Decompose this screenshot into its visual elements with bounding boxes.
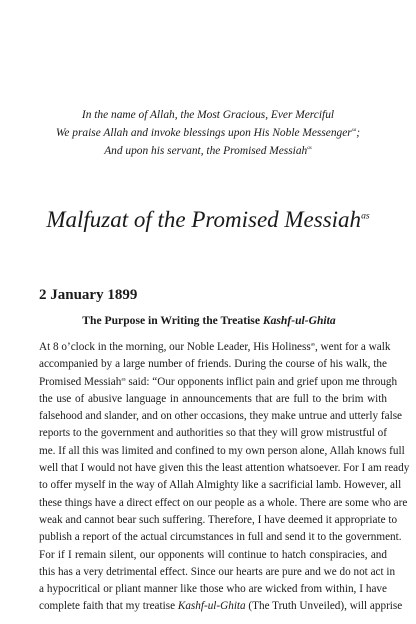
honorific-sup: as bbox=[121, 376, 126, 382]
honorific-sup: sa bbox=[351, 127, 357, 134]
invocation-line-2-end: ; bbox=[356, 127, 361, 139]
body-line: this has a very detrimental effect. Since our hearts are pure and we do not act in bbox=[39, 565, 396, 578]
body-line: accompanied by a large number of friends. During the course of his walk, the bbox=[39, 358, 387, 371]
invocation-line-3 bbox=[40, 142, 376, 160]
entry-date: 2 January 1899 bbox=[39, 287, 138, 303]
honorific-sup: as bbox=[307, 145, 312, 152]
book-title-text: Malfuzat of the Promised Messiah bbox=[46, 207, 362, 232]
body-line bbox=[39, 598, 403, 615]
body-text-run: complete faith that my treatise bbox=[39, 600, 178, 613]
honorific-sup: as bbox=[310, 342, 315, 348]
invocation-line-3-text: And upon his servant, the Promised Messiah bbox=[104, 145, 308, 157]
body-line bbox=[39, 374, 398, 391]
invocation-line-1: In the name of Allah, the Most Gracious, Ever Merciful bbox=[81, 109, 335, 121]
book-title bbox=[20, 205, 396, 235]
body-text-run: (The Truth Unveiled), will apprise bbox=[245, 600, 403, 613]
section-heading bbox=[39, 313, 379, 329]
invocation bbox=[40, 106, 376, 160]
invocation-line-2-text: We praise Allah and invoke blessings upon His Noble Messenger bbox=[55, 127, 352, 139]
body-text-run: At 8 o’clock in the morning, our Noble Leader, His Holiness bbox=[39, 341, 311, 353]
body-text-run: Promised Messiah bbox=[39, 375, 122, 388]
body-line: me. If all this was limited and confined to my own person alone, Allah knows full bbox=[39, 444, 405, 457]
body-line: the use of abusive language in announcements that are full to the brim with bbox=[39, 392, 387, 405]
body-text bbox=[39, 339, 410, 616]
body-line: these things have a direct effect on our people as a whole. There are some who are bbox=[39, 496, 408, 509]
body-line: publish a report of the actual circumstances in full and send it to the government. bbox=[39, 531, 402, 544]
body-line bbox=[39, 339, 391, 356]
section-heading-italic: Kashf-ul-Ghita bbox=[262, 314, 336, 327]
invocation-line-2 bbox=[40, 124, 376, 142]
body-line: falsehood and slander, and on other occasions, they make untrue and utterly false bbox=[39, 410, 403, 423]
body-line: a hypocritical or pliant manner like those who are wicked from within, I have bbox=[39, 583, 387, 596]
section-heading-text: The Purpose in Writing the Treatise bbox=[82, 314, 263, 327]
body-line: to offer myself in the way of Allah Almighty like a sacrificial lamb. However, all bbox=[39, 479, 402, 492]
honorific-sup: as bbox=[361, 210, 370, 222]
body-line: weak and cannot bear such suffering. Therefore, I have deemed it appropriate to bbox=[39, 513, 398, 526]
body-text-run: , went for a walk bbox=[314, 341, 391, 353]
body-line: well that I would not have given this the least attention whatsoever. For I am ready bbox=[39, 462, 410, 475]
body-text-run: said: “Our opponents inflict pain and grief upon me through bbox=[125, 375, 398, 388]
body-line: For if I remain silent, our opponents will continue to hatch conspiracies, and bbox=[39, 548, 387, 561]
body-italic-run: Kashf-ul-Ghita bbox=[177, 600, 246, 613]
body-line: reports to the government and authorities so that they will grow mistrustful of bbox=[39, 427, 387, 440]
